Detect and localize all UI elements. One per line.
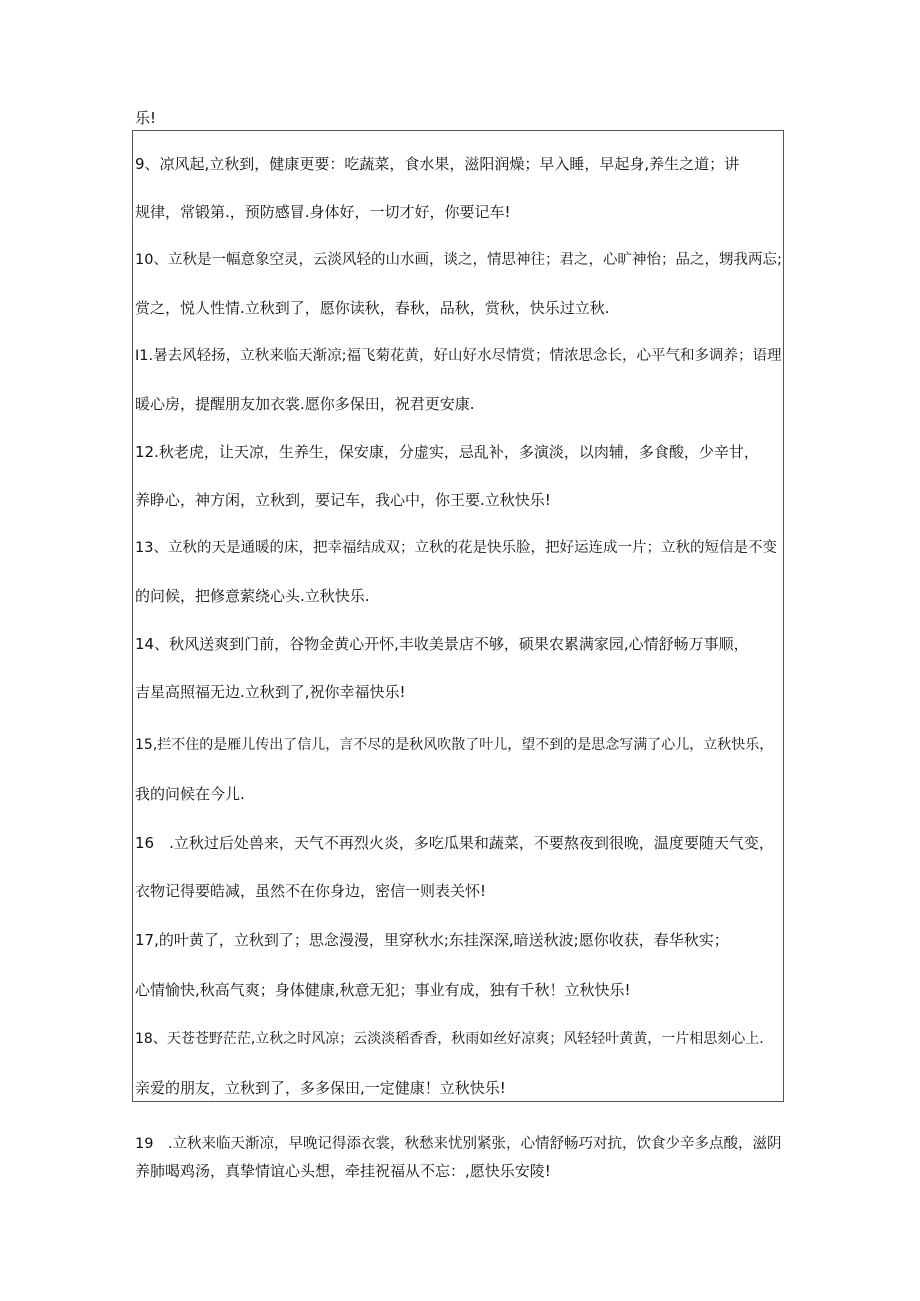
text-line-top: 乐! bbox=[135, 109, 157, 127]
text-line: 亲爱的朋友，立秋到了，多多保田,一定健康！立秋快乐! bbox=[135, 1079, 506, 1097]
text-line: 16 .立秋过后处兽来，天气不再烈火炎，多吃瓜果和蔬菜，不要熬夜到很晚，温度要随天气变， bbox=[135, 834, 774, 852]
text-line: 17,的叶黄了，立秋到了；思念漫漫，里穿秋水;东挂深深,暗送秋波;愿你收获，春华秋实； bbox=[135, 931, 729, 949]
text-line: 13、立秋的天是通暖的床，把幸福结成双；立秋的花是快乐脸，把好运连成一片；立秋的短信是不变 bbox=[135, 540, 777, 556]
text-line: 规律，常锻第.，预防感冒.身体好，一切才好，你要记车! bbox=[135, 203, 511, 221]
text-line: 14、秋风送爽到门前，谷物金黄心开怀,丰收美景店不够，硕果农累满家园,心情舒畅万事顺， bbox=[135, 635, 749, 653]
text-line: 养睁心，神方闲，立秋到，要记车，我心中，你王要.立秋快乐! bbox=[135, 491, 551, 509]
text-line: 9、凉风起,立秋到，健康更要：吃蔬菜，食水果，滋阳润燥；早入睡，早起身,养生之道；讲 bbox=[135, 155, 740, 173]
text-line: 赏之，悦人性情.立秋到了，愿你读秋，春秋，品秋，赏秋，快乐过立秋. bbox=[135, 299, 610, 317]
text-line: 10、立秋是一幅意象空灵，云淡风轻的山水画，谈之，情思神往；君之，心旷神怡；品之，甥我两忘; bbox=[135, 252, 782, 268]
text-line: 养肺喝鸡汤，真挚情谊心头想，牵挂祝福从不忘：,愿快乐安陵! bbox=[135, 1162, 551, 1180]
text-line: 15,拦不住的是雁儿传出了信儿，言不尽的是秋风吹散了叶儿，望不到的是思念写满了心儿，立秋快乐， bbox=[135, 737, 774, 753]
text-line: 的问候，把修意萦绕心头.立秋快乐. bbox=[135, 587, 370, 605]
text-line: 12.秋老虎，让天凉，生养生，保安康，分虚实，忌乱补，多演淡，以肉辅，多食酸，少辛甘， bbox=[135, 443, 759, 461]
text-line: 吉星高照福无边.立秋到了,祝你幸福快乐! bbox=[135, 683, 406, 701]
text-line: 暖心房，提醒朋友加衣裳.愿你多保田，祝君更安康. bbox=[135, 395, 475, 413]
text-line: 衣物记得要皓减，虽然不在你身边，密信一则表关怀! bbox=[135, 882, 487, 900]
text-line: 我的问候在今儿. bbox=[135, 785, 245, 803]
text-line: 心情愉快,秋高气爽；身体健康,秋意无犯；事业有成，独有千秋！立秋快乐! bbox=[135, 981, 631, 999]
text-line: 19 .立秋来临天渐凉，早晚记得添衣裳，秋愁来忧别紧张，心情舒畅巧对抗，饮食少辛多点酸，滋阴 bbox=[135, 1136, 782, 1152]
text-line: 18、天苍苍野茫茫,立秋之时风凉；云淡淡稻香香，秋雨如丝好凉爽；风轻轻叶黄黄，一片相思刻心上. bbox=[135, 1031, 764, 1047]
bordered-text-box bbox=[132, 130, 784, 1102]
text-line: I1.暑去风轻扬，立秋来临天渐凉;福飞菊花黄，好山好水尽情赏；情浓思念长，心平气和多调养；语理 bbox=[135, 348, 782, 364]
